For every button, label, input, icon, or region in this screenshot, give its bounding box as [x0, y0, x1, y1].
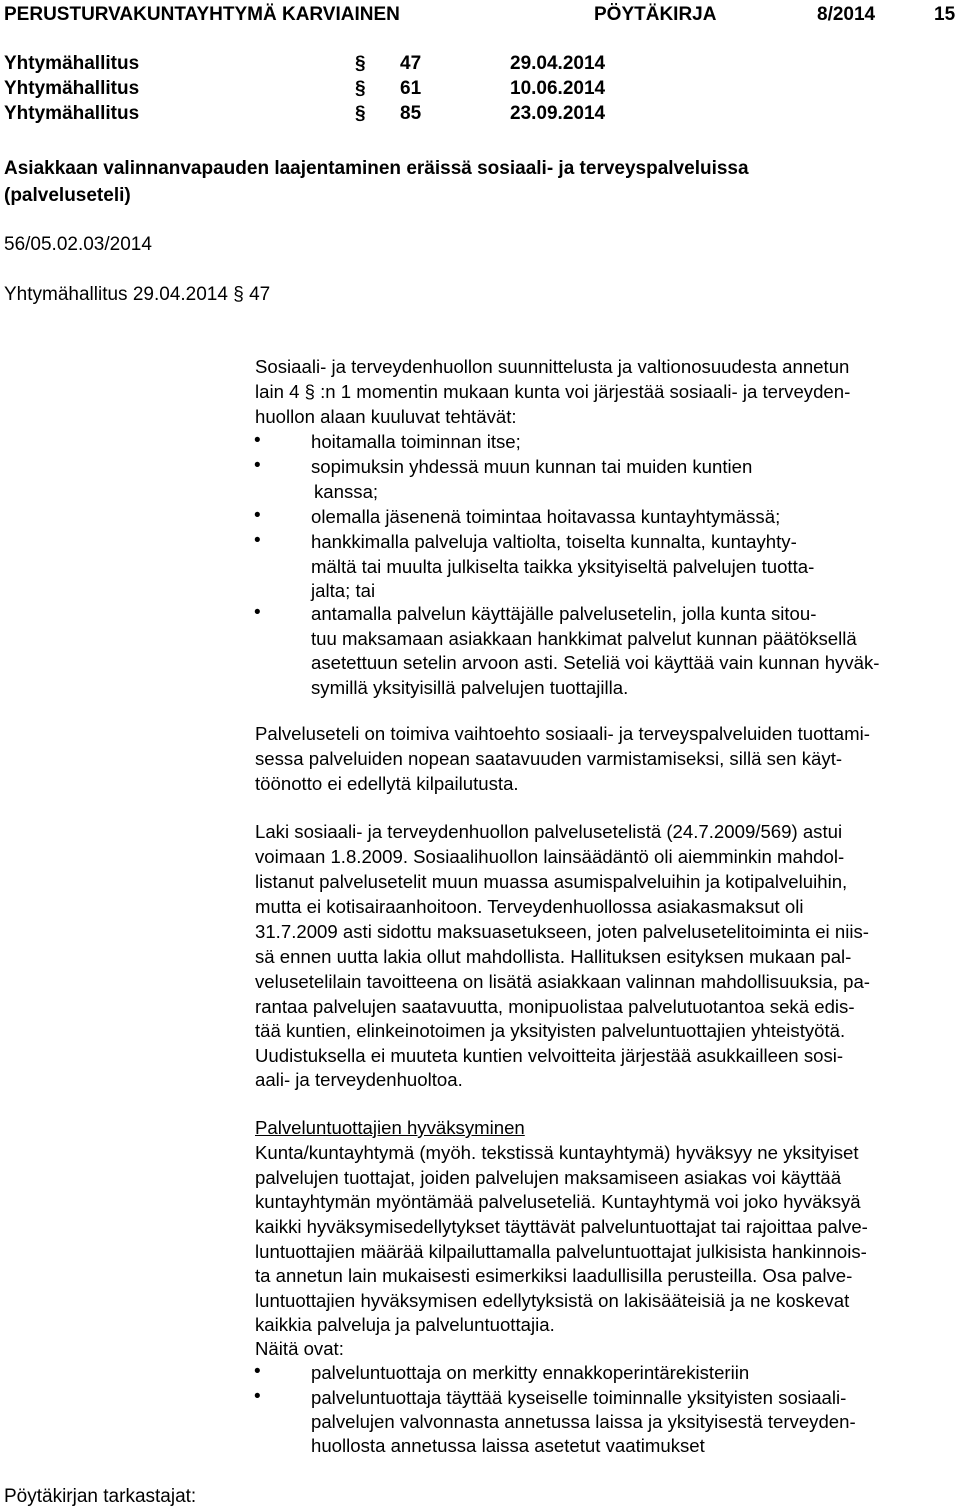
text-line: kaikki hyväksymisedellytykset täyttävät palveluntuottajat tai rajoittaa palve-: [255, 1216, 868, 1237]
bullet-icon: •: [254, 1386, 261, 1407]
reference-number: 47: [400, 53, 422, 74]
text-line: ta annetun lain mukaisesti esimerkiksi laadullisilla perusteilla. Osa palve-: [255, 1265, 853, 1286]
list-item-continuation: jalta; tai: [311, 580, 376, 601]
text-line: sessa palveluiden nopean saatavuuden varmistamiseksi, sillä sen käyt-: [255, 748, 843, 769]
list-item: hankkimalla palveluja valtiolta, toiselta kunnalta, kuntayhty-: [311, 531, 797, 552]
text-line: mutta ei kotisairaanhoitoon. Terveydenhuollossa asiakasmaksut oli: [255, 896, 804, 917]
reference-date: 23.09.2014: [510, 103, 606, 124]
text-line: voimaan 1.8.2009. Sosiaalihuollon lainsäädäntö oli aiemminkin mahdol-: [255, 846, 845, 867]
list-item-continuation: palvelujen valvonnasta annetussa laissa ja yksityisestä terveyden-: [311, 1411, 856, 1432]
text-line: palvelujen tuottajat, joiden palvelujen maksamiseen asiakas voi käyttää: [255, 1167, 842, 1188]
paragraph-sign: §: [233, 284, 244, 305]
case-number: 56/05.02.03/2014: [4, 234, 152, 255]
list-item: olemalla jäsenenä toimintaa hoitavassa kuntayhtymässä;: [311, 506, 781, 527]
reference-number: 85: [400, 103, 422, 124]
text-line: 31.7.2009 asti sidottu maksuasetukseen, joten palvelusetelitoiminta ei niis-: [255, 921, 869, 942]
list-item: antamalla palvelun käyttäjälle palvelusetelin, jolla kunta sitou-: [311, 603, 817, 624]
reference-date: 10.06.2014: [510, 78, 606, 99]
text-line: Laki sosiaali- ja terveydenhuollon palvelusetelistä (24.7.2009/569) astui: [255, 821, 843, 842]
bullet-icon: •: [254, 455, 261, 476]
text-line: kaikkia palveluja ja palveluntuottajia.: [255, 1314, 555, 1335]
text-line: Sosiaali- ja terveydenhuollon suunnittelusta ja valtionosuudesta annetun: [255, 356, 850, 377]
text-line: sä ennen uutta lakia ollut mahdollista. Hallituksen esityksen mukaan pal-: [255, 946, 852, 967]
meeting-text: Yhtymähallitus 29.04.2014: [4, 284, 228, 305]
text-line: listanut palvelusetelit muun muassa asumispalveluihin ja kotipalveluihin,: [255, 871, 848, 892]
list-item: palveluntuottaja on merkitty ennakkoperintärekisteriin: [311, 1362, 750, 1383]
bullet-icon: •: [254, 530, 261, 551]
text-line: lain 4 § :n 1 momentin mukaan kunta voi järjestää sosiaali- ja terveyden-: [255, 381, 851, 402]
bullet-icon: •: [254, 1361, 261, 1382]
section-heading: Palveluntuottajien hyväksyminen: [255, 1117, 525, 1138]
list-item-continuation: huollosta annetussa laissa asetetut vaatimukset: [311, 1435, 705, 1456]
text-line: velusetelilain tavoitteena on lisätä asiakkaan valinnan mahdollisuuksia, pa-: [255, 971, 871, 992]
doc-type: PÖYTÄKIRJA: [594, 4, 717, 25]
paragraph-sign: §: [355, 103, 366, 124]
reference-body: Yhtymähallitus: [4, 53, 140, 74]
paragraph-sign: §: [355, 53, 366, 74]
list-item-continuation: mältä tai muulta julkiselta taikka yksityiseltä palvelujen tuotta-: [311, 556, 815, 577]
reference-body: Yhtymähallitus: [4, 78, 140, 99]
list-item-continuation: kanssa;: [314, 481, 379, 502]
text-line: töönotto ei edellytä kilpailutusta.: [255, 773, 519, 794]
text-line: tää kuntien, elinkeinotoimen ja yksityisten palveluntuottajien yhteistyötä.: [255, 1020, 846, 1041]
text-line: kuntayhtymän myöntämää palveluseteliä. Kuntayhtymä voi joko hyväksyä: [255, 1191, 861, 1212]
list-item: sopimuksin yhdessä muun kunnan tai muiden kuntien: [311, 456, 753, 477]
meeting-reference: [4, 284, 270, 306]
title-line-1: Asiakkaan valinnanvapauden laajentaminen eräissä sosiaali- ja terveyspalveluissa: [4, 158, 749, 179]
text-line: Palveluseteli on toimiva vaihtoehto sosiaali- ja terveyspalveluiden tuottami-: [255, 723, 870, 744]
text-line: Näitä ovat:: [255, 1338, 344, 1359]
list-item: palveluntuottaja täyttää kyseiselle toiminnalle yksityisten sosiaali-: [311, 1387, 847, 1408]
reference-date: 29.04.2014: [510, 53, 606, 74]
reference-body: Yhtymähallitus: [4, 103, 140, 124]
minutes-checkers-label: Pöytäkirjan tarkastajat:: [4, 1486, 197, 1507]
text-line: huollon alaan kuuluvat tehtävät:: [255, 406, 517, 427]
bullet-icon: •: [254, 602, 261, 623]
bullet-icon: •: [254, 505, 261, 526]
reference-number: 61: [400, 78, 422, 99]
text-line: rantaa palvelujen saatavuutta, monipuolistaa palvelutuotantoa sekä edis-: [255, 996, 855, 1017]
list-item: hoitamalla toiminnan itse;: [311, 431, 521, 452]
paragraph-sign: §: [355, 78, 366, 99]
text-line: Uudistuksella ei muuteta kuntien velvoitteita järjestää asukkailleen sosi-: [255, 1045, 844, 1066]
list-item-continuation: symillä yksityisillä palvelujen tuottajilla.: [311, 677, 629, 698]
text-line: Kunta/kuntayhtymä (myöh. tekstissä kuntayhtymä) hyväksyy ne yksityiset: [255, 1142, 859, 1163]
list-item-continuation: tuu maksamaan asiakkaan hankkimat palvelut kunnan päätöksellä: [311, 628, 857, 649]
meeting-number: 47: [249, 284, 271, 305]
org-name: PERUSTURVAKUNTAYHTYMÄ KARVIAINEN: [4, 4, 400, 25]
page-number: 15: [934, 4, 956, 25]
bullet-icon: •: [254, 430, 261, 451]
title-line-2: (palveluseteli): [4, 185, 131, 206]
text-line: aali- ja terveydenhuoltoa.: [255, 1069, 463, 1090]
issue-number: 8/2014: [817, 4, 876, 25]
text-line: luntuottajien hyväksymisen edellytyksistä on lakisääteisiä ja ne koskevat: [255, 1290, 850, 1311]
text-line: luntuottajien määrää kilpailuttamalla palveluntuottajat julkisista hankinnois-: [255, 1241, 867, 1262]
list-item-continuation: asetettuun setelin arvoon asti. Seteliä voi käyttää vain kunnan hyväk-: [311, 652, 880, 673]
